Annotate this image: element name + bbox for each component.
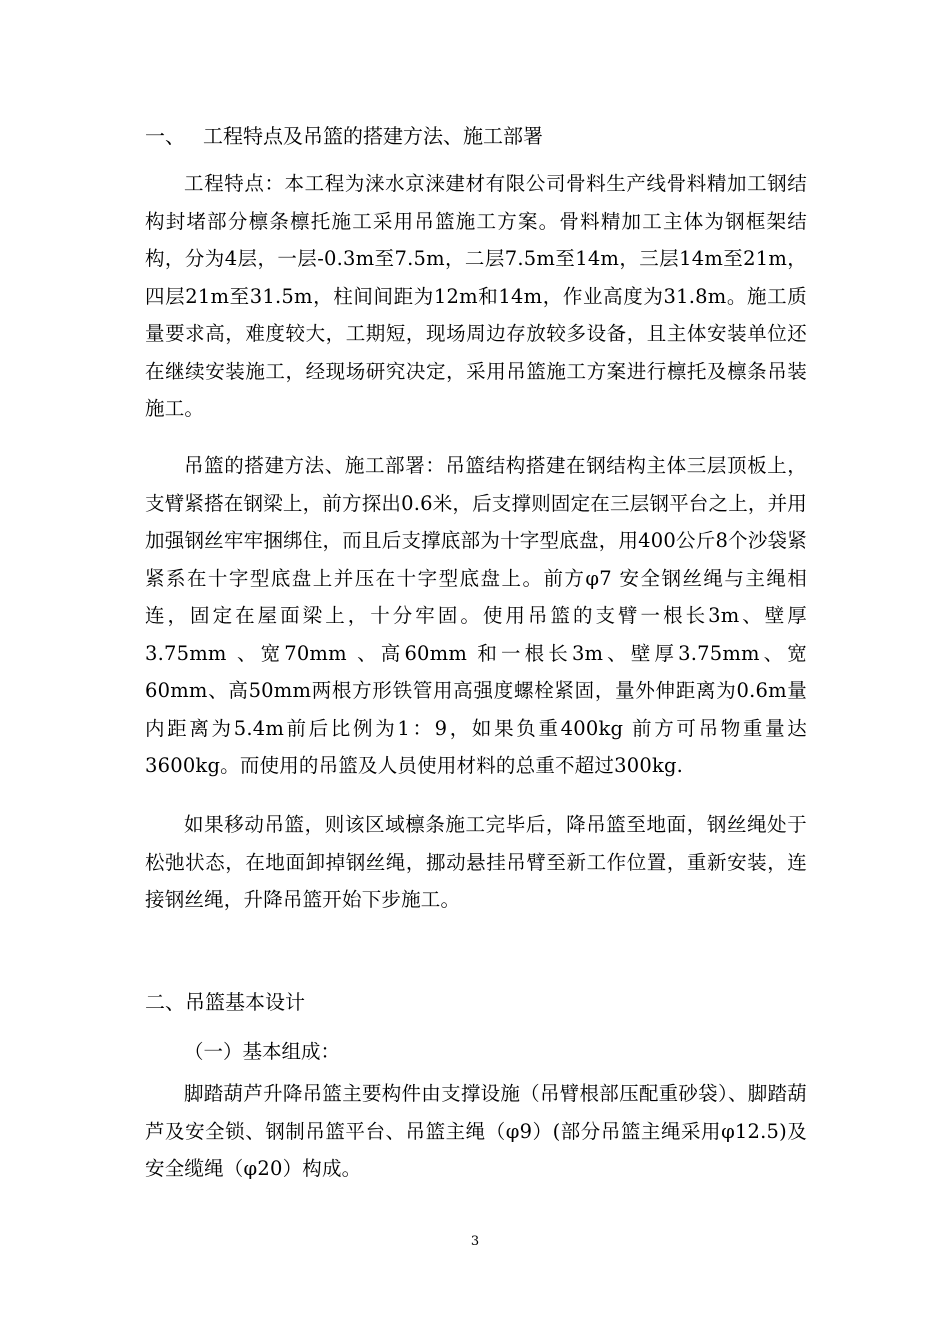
construction-method-paragraph: 吊篮的搭建方法、施工部署：吊篮结构搭建在钢结构主体三层顶板上，支臂紧搭在钢梁上，前方探出0.6米，后支撑则固定在三层钢平台之上，并用加强钢丝牢牢捆绑住，而且后支撑底部为十字型底盘，用400公斤8个沙袋紧紧系在十字型底盘上并压在十字型底盘上。前方φ7 安全钢丝绳与主绳相连，固定在屋面梁上，十分牢固。使用吊篮的支臂一根长3m、壁厚3.75mm 、宽70mm 、高60mm 和一根长3m、壁厚3.75mm、宽60mm、高50mm两根方形铁管用高强度螺栓紧固，量外伸距离为0.6m量内距离为5.4m前后比例为1：9，如果负重400kg 前方可吊物重量达3600kg。而使用的吊篮及人员使用材料的总重不超过300kg. <box>145 454 808 777</box>
moving-basket-paragraph: 如果移动吊篮，则该区域檩条施工完毕后，降吊篮至地面，钢丝绳处于松弛状态，在地面卸掉钢丝绳，挪动悬挂吊臂至新工作位置，重新安装，连接钢丝绳，升降吊篮开始下步施工。 <box>145 813 807 911</box>
basic-composition-subheading: （一）基本组成： <box>184 1040 341 1063</box>
section-1-title: 工程特点及吊篮的搭建方法、施工部署 <box>203 124 543 148</box>
section-1-heading <box>145 122 543 150</box>
section-1-number: 一、 <box>145 124 185 148</box>
page-number: 3 <box>470 1234 480 1249</box>
section-2-heading: 二、吊篮基本设计 <box>145 990 305 1014</box>
composition-paragraph: 脚踏葫芦升降吊篮主要构件由支撑设施（吊臂根部压配重砂袋）、脚踏葫芦及安全锁、钢制吊篮平台、吊篮主绳（φ9）(部分吊篮主绳采用φ12.5)及安全缆绳（φ20）构成。 <box>145 1082 807 1180</box>
project-features-paragraph: 工程特点：本工程为涞水京涞建材有限公司骨料生产线骨料精加工钢结构封堵部分檩条檩托施工采用吊篮施工方案。骨料精加工主体为钢框架结构，分为4层，一层-0.3m至7.5m，二层7.5m至14m，三层14m至21m，四层21m至31.5m，柱间间距为12m和14m，作业高度为31.8m。施工质量要求高，难度较大，工期短，现场周边存放较多设备，且主体安装单位还在继续安装施工，经现场研究决定，采用吊篮施工方案进行檩托及檩条吊装施工。 <box>145 172 807 420</box>
